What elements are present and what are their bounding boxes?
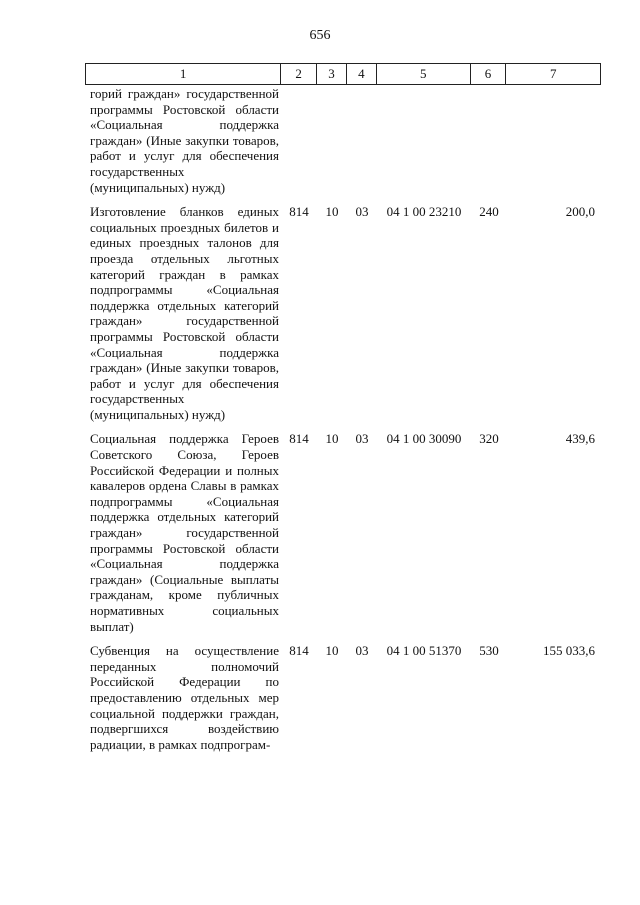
header-col-6: 6 (471, 64, 507, 84)
row-description: Изготовление бланков единых социальных проездных билетов и единых проездных талонов для проезда отдельных льготных категорий граждан в рамках подпрограммы «Социальная поддержка отдельных категорий граждан» государственной программы Ростовской области «Социальная поддержка граждан» (Иные закупки товаров, работ и услуг для обеспечения государственных (муниципальных) нужд) (90, 204, 279, 422)
table-row (85, 643, 601, 752)
header-col-2: 2 (281, 64, 317, 84)
row-col-7: 155 033,6 (543, 643, 595, 659)
table-body (85, 86, 601, 752)
row-col-6: 530 (479, 643, 499, 659)
table-row (85, 431, 601, 634)
row-col-4: 03 (355, 204, 369, 220)
header-col-5: 5 (377, 64, 471, 84)
row-col-4 (347, 86, 377, 195)
row-col-6 (471, 86, 507, 195)
row-col-7: 439,6 (565, 431, 595, 447)
row-description: Социальная поддержка Героев Советского Союза, Героев Российской Федерации и полных кавалеров ордена Славы в рамках подпрограммы «Социальная поддержка отдельных категорий граждан» государственной программы Ростовской области «Социальная поддержка граждан» (Социальные выплаты гражданам, кроме публичных нормативных социальных выплат) (90, 431, 279, 634)
header-col-1: 1 (86, 64, 281, 84)
row-col-6: 320 (479, 431, 499, 447)
row-col-5 (377, 86, 471, 195)
row-col-3: 10 (325, 431, 339, 447)
row-col-2: 814 (289, 204, 309, 220)
row-col-2: 814 (289, 431, 309, 447)
table-row (85, 86, 601, 195)
row-col-5: 04 1 00 51370 (386, 643, 462, 659)
row-description: Субвенция на осуществление переданных полномочий Российской Федерации по предоставлению отдельных мер социальной поддержки граждан, подвергшихся воздействию радиации, в рамках подпрограм- (90, 643, 279, 752)
row-col-5: 04 1 00 23210 (386, 204, 462, 220)
table-header-row (85, 63, 601, 85)
row-col-3: 10 (325, 204, 339, 220)
header-col-4: 4 (347, 64, 377, 84)
row-col-6: 240 (479, 204, 499, 220)
header-col-7: 7 (549, 66, 557, 81)
row-col-4: 03 (355, 643, 369, 659)
header-col-3: 3 (317, 64, 347, 84)
row-col-2: 814 (289, 643, 309, 659)
row-col-4: 03 (355, 431, 369, 447)
row-col-3 (317, 86, 347, 195)
row-col-7 (507, 86, 601, 195)
row-description: горий граждан» государственной программы Ростовской области «Социальная поддержка граждан» (Иные закупки товаров, работ и услуг для обеспечения государственных (муниципальных) нужд) (90, 86, 279, 195)
row-col-7: 200,0 (565, 204, 595, 220)
page-number: 656 (309, 28, 331, 43)
row-col-5: 04 1 00 30090 (386, 431, 462, 447)
table-row (85, 204, 601, 422)
row-col-2 (281, 86, 317, 195)
row-col-3: 10 (325, 643, 339, 659)
